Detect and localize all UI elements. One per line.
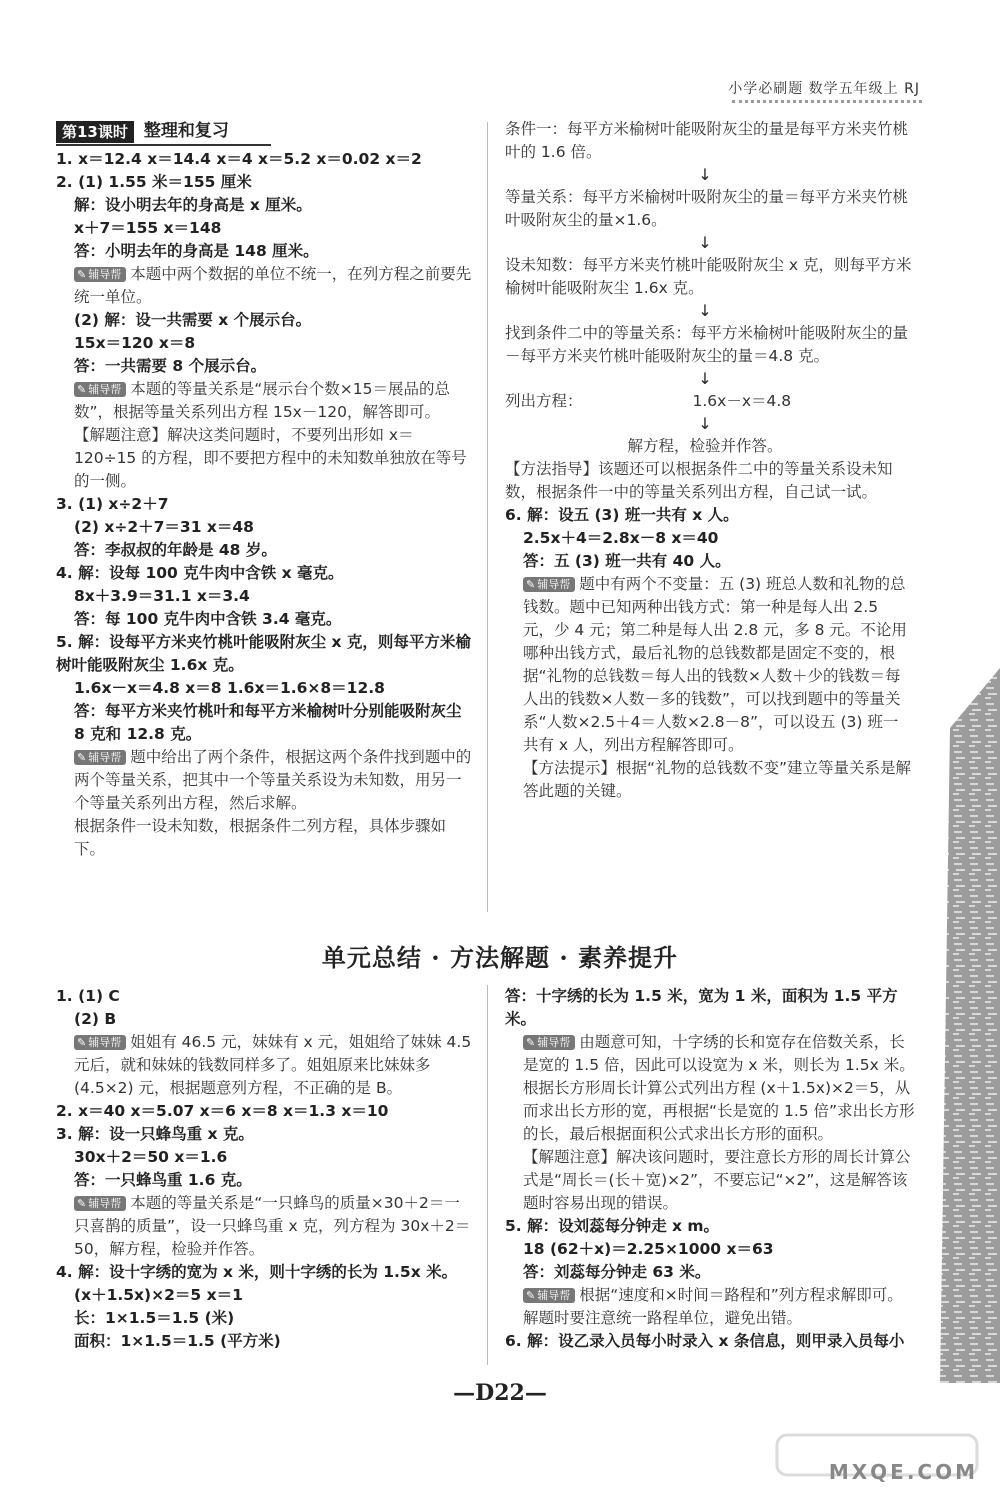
answer-line: 答：一共需要 8 个展示台。 [74, 357, 267, 375]
step-label: 列出方程： [505, 392, 583, 410]
answer-line: 答：小明去年的身高是 148 厘米。 [74, 242, 319, 260]
answer-line: 长：1×1.5＝1.5 (米) [74, 1309, 235, 1327]
down-arrow-icon: ↓ [698, 233, 712, 252]
tutor-badge: ✎ 辅导帮 [523, 1035, 575, 1050]
tutor-badge: ✎ 辅导帮 [523, 577, 575, 592]
tutor-note [56, 746, 474, 815]
tutor-note [56, 1031, 474, 1100]
solving-tip: 【解题注意】解决该问题时，要注意长方形的周长计算公式是“周长＝(长＋宽)×2”，不要忘记“×2”，这是解答该题时容易出现的错误。 [523, 1148, 911, 1212]
step-line: 条件一：每平方米榆树叶能吸附灰尘的量是每平方米夹竹桃叶的 1.6 倍。 [505, 120, 909, 161]
down-arrow-icon: ↓ [698, 369, 712, 388]
answer-line: (2) 解：设一共需要 x 个展示台。 [74, 311, 312, 329]
decorative-side-strip [920, 668, 1000, 1383]
answer-line: 2. x＝40 x＝5.07 x＝6 x＝8 x＝1.3 x＝10 [56, 1102, 389, 1120]
tutor-badge: ✎ 辅导帮 [74, 750, 126, 765]
answer-line: (x＋1.5x)×2＝5 x＝1 [74, 1286, 243, 1304]
step-line: 找到条件二中的等量关系：每平方米榆树叶能吸附灰尘的量－每平方米夹竹桃叶能吸附灰尘的量＝4.8 克。 [505, 324, 909, 365]
tutor-note [505, 573, 913, 757]
book-header: 小学必刷题 数学五年级上 RJ [728, 81, 920, 97]
step-line: 设未知数：每平方米夹竹桃叶能吸附灰尘 x 克，则每平方米榆树叶能吸附灰尘 1.6x 克。 [505, 256, 912, 297]
note-line: 根据条件一设未知数，根据条件二列方程，具体步骤如下。 [74, 817, 447, 858]
answer-line: 5. 解：设每平方米夹竹桃叶能吸附灰尘 x 克，则每平方米榆树叶能吸附灰尘 1.6x 克。 [56, 633, 471, 674]
down-arrow-icon: ↓ [698, 414, 712, 433]
answer-line: 答：每平方米夹竹桃叶和每平方米榆树叶分别能吸附灰尘 8 克和 12.8 克。 [74, 702, 462, 743]
tutor-note [56, 378, 474, 424]
tutor-note-text: 本题的等量关系是“一只蜂鸟的质量×30＋2＝一只喜鹊的质量”，设一只蜂鸟重 x 克，列方程为 30x＋2＝50，解方程，检验并作答。 [74, 1194, 471, 1258]
answer-line: 答：李叔叔的年龄是 48 岁。 [74, 541, 277, 559]
bottom-left-column [56, 985, 474, 1353]
down-arrow-icon: ↓ [698, 301, 712, 320]
tutor-note-text: 题中有两个不变量：五 (3) 班总人数和礼物的总钱数。题中已知两种出钱方式：第一种是每人出 2.5 元，少 4 元；第二种是每人出 2.8 元，多 8 元。不论用哪种出钱方式，最后礼物的总钱数都是固定不变的，根据“礼物的总钱数＝每人出的钱数×人数＋少的钱数＝每人出的钱数×人数－多的钱数”，可以找到题中的等量关系“人数×2.5＋4＝人数×2.8－8”，可以设五 (3) 班一共有 x 人，列出方程解答即可。 [523, 575, 907, 754]
method-guide: 【方法指导】该题还可以根据条件二中的等量关系设未知数，根据条件一中的等量关系列出方程，自己试一试。 [505, 460, 893, 501]
answer-line: 答：每 100 克牛肉中含铁 3.4 毫克。 [74, 610, 342, 628]
tutor-note [505, 1031, 917, 1146]
method-tip: 【方法提示】根据“礼物的总钱数不变”建立等量关系是解答此题的关键。 [523, 759, 912, 800]
answer-line: 4. 解：设每 100 克牛肉中含铁 x 毫克。 [56, 564, 344, 582]
solving-tip: 【解题注意】解决这类问题时，不要列出形如 x＝120÷15 的方程，即不要把方程中的未知数单独放在等号的一侧。 [74, 426, 467, 490]
tutor-note [56, 1192, 474, 1261]
answer-line: x＋7＝155 x＝148 [74, 219, 222, 237]
column-divider-bottom [487, 985, 488, 1365]
lesson-badge: 第13课时 [56, 121, 134, 143]
tutor-badge: ✎ 辅导帮 [74, 382, 126, 397]
answer-line: 3. (1) x÷2＋7 [56, 495, 169, 513]
answer-line: 15x＝120 x＝8 [74, 334, 196, 352]
tutor-badge: ✎ 辅导帮 [74, 267, 126, 282]
page-number: —D22— [453, 1380, 547, 1406]
answer-line: 5. 解：设刘蕊每分钟走 x m。 [505, 1217, 720, 1235]
step-line [505, 390, 913, 413]
tutor-note [505, 1284, 917, 1330]
watermark-text: MXQE.COM [828, 1460, 978, 1484]
lesson-title: 整理和复习 [143, 121, 229, 141]
answer-line: 2. (1) 1.55 米＝155 厘米 [56, 173, 252, 191]
section-title: 单元总结 · 方法解题 · 素养提升 [321, 943, 679, 972]
right-column [505, 118, 913, 803]
tutor-note-text: 由题意可知，十字绣的长和宽存在倍数关系，长是宽的 1.5 倍，因此可以设宽为 x 米，则长为 1.5x 米。根据长方形周长计算公式列出方程 (x＋1.5x)×2＝5，从而求出长方形的宽，再根据“长是宽的 1.5 倍”求出长方形的长，最后根据面积公式求出长方形的面积。 [523, 1033, 915, 1143]
equation: 1.6x－x＝4.8 [692, 392, 792, 410]
tutor-badge: ✎ 辅导帮 [74, 1196, 126, 1211]
answer-line: (2) x÷2＋7＝31 x＝48 [74, 518, 254, 536]
tutor-note-text: 本题的等量关系是“展示台个数×15＝展品的总数”，根据等量关系列出方程 15x－120，解答即可。 [74, 380, 450, 421]
answer-line: 8x＋3.9＝31.1 x＝3.4 [74, 587, 250, 605]
answer-line: 18 (62＋x)＝2.25×1000 x＝63 [523, 1240, 774, 1258]
tutor-note-text: 姐姐有 46.5 元，妹妹有 x 元，姐姐给了妹妹 4.5 元后，就和妹妹的钱数同样多了。姐姐原来比妹妹多 (4.5×2) 元，根据题意列方程，不正确的是 B。 [74, 1033, 472, 1097]
answer-line: 30x＋2＝50 x＝1.6 [74, 1148, 228, 1166]
left-column [56, 120, 474, 861]
answer-line: 答：刘蕊每分钟走 63 米。 [523, 1263, 711, 1281]
answer-line: 答：一只蜂鸟重 1.6 克。 [74, 1171, 252, 1189]
answer-line: 2.5x＋4＝2.8x－8 x＝40 [523, 529, 719, 547]
answer-line: 1.6x－x＝4.8 x＝8 1.6x＝1.6×8＝12.8 [74, 679, 385, 697]
tutor-note [56, 263, 474, 309]
answer-line: 6. 解：设乙录入员每小时录入 x 条信息，则甲录入员每小 [505, 1332, 905, 1350]
answer-line: 1. (1) C [56, 987, 120, 1005]
tutor-note-text: 题中给出了两个条件，根据这两个条件找到题中的两个等量关系，把其中一个等量关系设为未知数，用另一个等量关系列出方程，然后求解。 [74, 748, 472, 812]
down-arrow-icon: ↓ [698, 165, 712, 184]
step-line: 等量关系：每平方米榆树叶吸附灰尘的量＝每平方米夹竹桃叶吸附灰尘的量×1.6。 [505, 188, 909, 229]
answer-line: 4. 解：设十字绣的宽为 x 米，则十字绣的长为 1.5x 米。 [56, 1263, 458, 1281]
answer-line: 6. 解：设五 (3) 班一共有 x 人。 [505, 506, 739, 524]
header-dotted-rule [732, 100, 922, 103]
lesson-heading [56, 120, 271, 146]
answer-line: 答：十字绣的长为 1.5 米，宽为 1 米，面积为 1.5 平方米。 [505, 987, 898, 1028]
answer-line: 面积：1×1.5＝1.5 (平方米) [74, 1332, 281, 1350]
answer-line: (2) B [74, 1010, 117, 1028]
tutor-badge: ✎ 辅导帮 [523, 1288, 575, 1303]
answer-line: 答：五 (3) 班一共有 40 人。 [523, 552, 731, 570]
tutor-badge: ✎ 辅导帮 [74, 1035, 126, 1050]
answer-line: 1. x＝12.4 x＝14.4 x＝4 x＝5.2 x＝0.02 x＝2 [56, 150, 422, 168]
bottom-right-column [505, 985, 917, 1353]
column-divider [487, 122, 488, 912]
tutor-note-text: 本题中两个数据的单位不统一，在列方程之前要先统一单位。 [74, 265, 472, 306]
answer-line: 解：设小明去年的身高是 x 厘米。 [74, 196, 312, 214]
answer-line: 3. 解：设一只蜂鸟重 x 克。 [56, 1125, 254, 1143]
tutor-note-text: 根据“速度和×时间＝路程和”列方程求解即可。解题时要注意统一路程单位，避免出错。 [523, 1286, 903, 1327]
step-line: 解方程，检验并作答。 [627, 437, 783, 455]
